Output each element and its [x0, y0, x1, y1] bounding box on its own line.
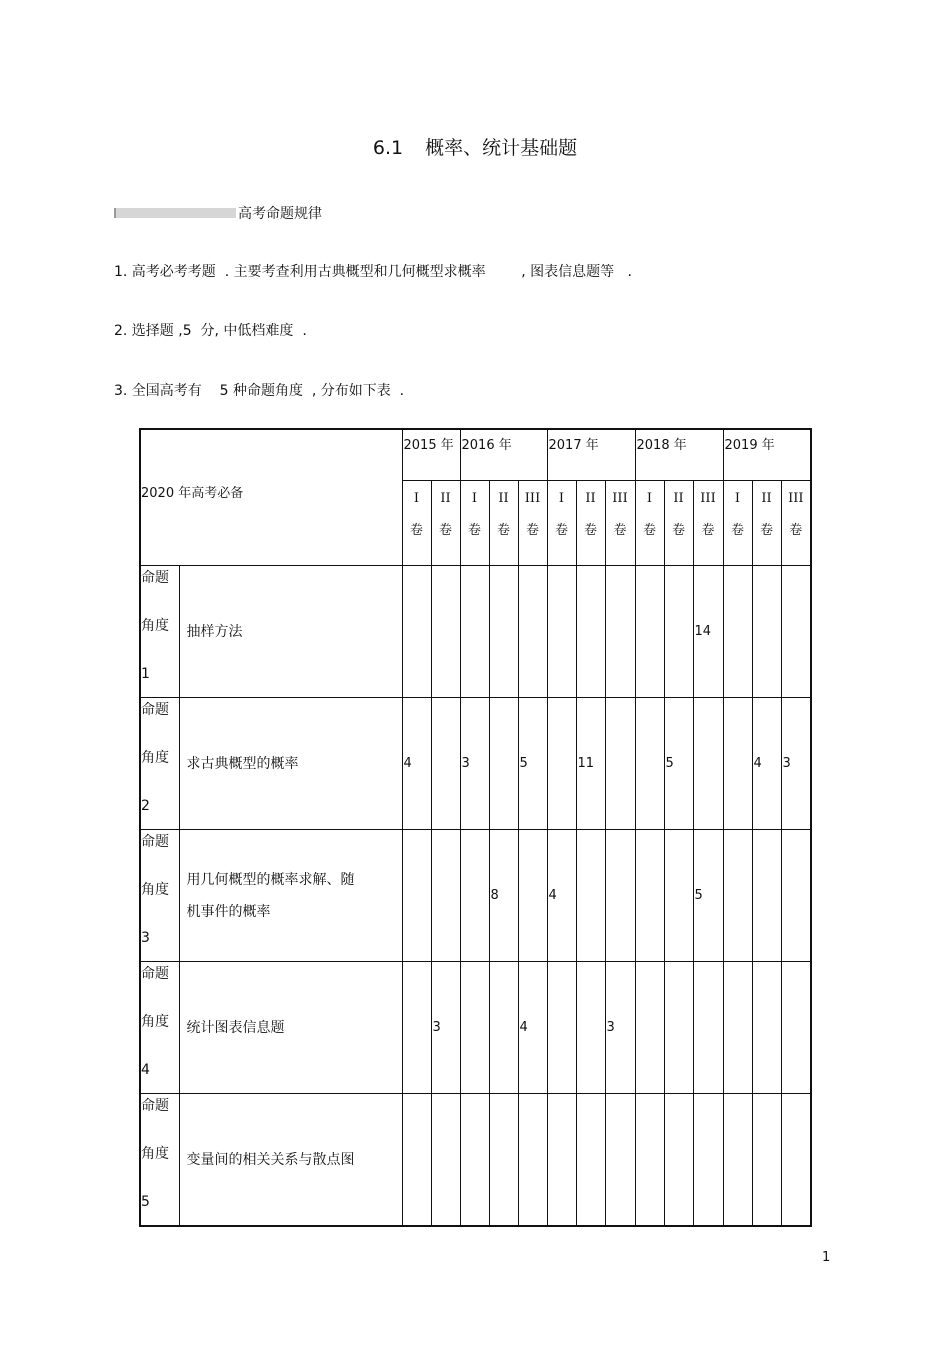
- year-header-2019: 2019 年: [723, 429, 811, 481]
- question-number-cell: 3: [460, 698, 489, 830]
- question-number-cell: [576, 1094, 605, 1227]
- volume-header-cell: [460, 481, 489, 566]
- question-number-cell: [605, 830, 635, 962]
- volume-numeral: III: [524, 491, 541, 506]
- question-number-cell: 14: [693, 566, 723, 698]
- question-number-cell: [635, 698, 664, 830]
- question-number-cell: [576, 962, 605, 1094]
- volume-label: 卷: [496, 523, 510, 538]
- volume-header-cell: [547, 481, 576, 566]
- volume-numeral: I: [471, 491, 478, 506]
- table-row: [140, 1094, 811, 1227]
- question-number-cell: 4: [518, 962, 547, 1094]
- question-number-cell: [605, 698, 635, 830]
- volume-header-cell: [781, 481, 811, 566]
- row-topic: [179, 962, 402, 1094]
- row-header-line: 4: [141, 1062, 150, 1078]
- question-number-cell: [431, 1094, 460, 1227]
- row-topic: [179, 566, 402, 698]
- question-number-cell: [547, 1094, 576, 1227]
- volume-label: 卷: [789, 523, 803, 538]
- question-number-cell: 11: [576, 698, 605, 830]
- question-number-cell: 3: [431, 962, 460, 1094]
- volume-label: 卷: [525, 523, 539, 538]
- row-topic: [179, 830, 402, 962]
- row-topic-line: 抽样方法: [186, 623, 243, 640]
- row-header-line: 1: [141, 666, 150, 682]
- question-number-cell: 5: [518, 698, 547, 830]
- table-corner: 2020 年高考必备: [140, 429, 402, 566]
- row-header: [140, 830, 179, 962]
- question-number-cell: [723, 962, 752, 1094]
- question-number-cell: [547, 566, 576, 698]
- volume-numeral: II: [440, 491, 451, 506]
- question-number-cell: 4: [752, 698, 781, 830]
- volume-label: 卷: [613, 523, 627, 538]
- question-number-cell: [402, 830, 431, 962]
- row-header-line: 命题: [141, 966, 169, 982]
- row-header-line: 3: [141, 930, 150, 946]
- year-header-2016: 2016 年: [460, 429, 547, 481]
- question-number-cell: [605, 566, 635, 698]
- volume-label: 卷: [642, 523, 656, 538]
- heading-bar: [114, 208, 236, 218]
- question-number-cell: [489, 1094, 518, 1227]
- section-number: 6.1: [372, 137, 404, 159]
- volume-header-cell: [723, 481, 752, 566]
- question-number-cell: [635, 566, 664, 698]
- question-number-cell: [752, 1094, 781, 1227]
- question-number-cell: [402, 566, 431, 698]
- question-number-cell: [635, 830, 664, 962]
- question-number-cell: [460, 566, 489, 698]
- question-number-cell: [752, 830, 781, 962]
- row-header-line: 角度: [141, 1146, 169, 1162]
- question-number-cell: [664, 830, 693, 962]
- volume-header-cell: [664, 481, 693, 566]
- row-topic-line: 用几何概型的概率求解、随: [186, 871, 355, 888]
- row-header-line: 角度: [141, 750, 169, 766]
- question-number-cell: [693, 1094, 723, 1227]
- paragraph-2: 2. 选择题 ,5 分, 中低档难度 .: [114, 323, 307, 339]
- row-header-line: 命题: [141, 1098, 169, 1114]
- question-number-cell: 4: [402, 698, 431, 830]
- question-number-cell: [664, 566, 693, 698]
- paragraph-1: 1. 高考必考考题 . 主要考查利用古典概型和几何概型求概率 , 图表信息题等 .: [114, 264, 632, 280]
- volume-header-cell: [693, 481, 723, 566]
- volume-numeral: I: [646, 491, 653, 506]
- question-number-cell: [723, 1094, 752, 1227]
- question-number-cell: [402, 962, 431, 1094]
- row-header-line: 角度: [141, 618, 169, 634]
- distribution-table: [139, 428, 812, 1227]
- year-header-2018: 2018 年: [635, 429, 723, 481]
- volume-header-cell: [431, 481, 460, 566]
- question-number-cell: 5: [664, 698, 693, 830]
- question-number-cell: [635, 1094, 664, 1227]
- volume-header-cell: [518, 481, 547, 566]
- volume-numeral: III: [788, 491, 804, 506]
- table-row: [140, 962, 811, 1094]
- question-number-cell: [723, 830, 752, 962]
- question-number-cell: [664, 962, 693, 1094]
- question-number-cell: [781, 962, 811, 1094]
- row-topic-line: 机事件的概率: [186, 903, 271, 920]
- question-number-cell: [518, 566, 547, 698]
- question-number-cell: [693, 962, 723, 1094]
- question-number-cell: [518, 830, 547, 962]
- row-header: [140, 962, 179, 1094]
- year-header-2017: 2017 年: [547, 429, 635, 481]
- volume-numeral: I: [734, 491, 741, 506]
- question-number-cell: [431, 566, 460, 698]
- question-number-cell: [605, 1094, 635, 1227]
- question-number-cell: [576, 830, 605, 962]
- volume-numeral: I: [413, 491, 420, 506]
- row-header: [140, 1094, 179, 1227]
- volume-label: 卷: [759, 523, 773, 538]
- question-number-cell: [693, 698, 723, 830]
- volume-label: 卷: [467, 523, 481, 538]
- question-number-cell: [752, 566, 781, 698]
- volume-numeral: II: [673, 491, 684, 506]
- row-header-line: 2: [141, 798, 150, 814]
- question-number-cell: [431, 830, 460, 962]
- question-number-cell: 5: [693, 830, 723, 962]
- volume-numeral: III: [612, 491, 628, 506]
- volume-label: 卷: [701, 523, 715, 538]
- row-topic: [179, 1094, 402, 1227]
- section-heading: [114, 203, 322, 223]
- volume-numeral: I: [558, 491, 565, 506]
- volume-numeral: II: [761, 491, 772, 506]
- question-number-cell: [489, 698, 518, 830]
- question-number-cell: [518, 1094, 547, 1227]
- page-title: [0, 133, 950, 160]
- year-header-row: [140, 429, 811, 481]
- volume-header-cell: [489, 481, 518, 566]
- year-header-2015: 2015 年: [402, 429, 460, 481]
- row-header-line: 命题: [141, 834, 169, 850]
- row-header-line: 命题: [141, 570, 169, 586]
- volume-label: 卷: [671, 523, 685, 538]
- volume-header-cell: [752, 481, 781, 566]
- paragraph-3: 3. 全国高考有 5 种命题角度 , 分布如下表 .: [114, 383, 405, 399]
- row-header-line: 5: [141, 1194, 150, 1210]
- row-header: [140, 566, 179, 698]
- volume-label: 卷: [554, 523, 568, 538]
- row-header-line: 命题: [141, 702, 169, 718]
- volume-header-cell: [402, 481, 431, 566]
- volume-numeral: II: [585, 491, 596, 506]
- question-number-cell: [635, 962, 664, 1094]
- table-row: [140, 698, 811, 830]
- question-number-cell: [547, 698, 576, 830]
- question-number-cell: [431, 698, 460, 830]
- question-number-cell: 3: [781, 698, 811, 830]
- volume-numeral: II: [498, 491, 509, 506]
- volume-numeral: III: [700, 491, 716, 506]
- question-number-cell: 8: [489, 830, 518, 962]
- question-number-cell: [781, 830, 811, 962]
- question-number-cell: 3: [605, 962, 635, 1094]
- question-number-cell: [460, 1094, 489, 1227]
- row-topic-line: 求古典概型的概率: [186, 755, 299, 772]
- page-number: 1: [822, 1250, 831, 1265]
- volume-header-cell: [576, 481, 605, 566]
- volume-label: 卷: [730, 523, 744, 538]
- row-header: [140, 698, 179, 830]
- row-topic: [179, 698, 402, 830]
- question-number-cell: 4: [547, 830, 576, 962]
- question-number-cell: [664, 1094, 693, 1227]
- table-row: [140, 830, 811, 962]
- volume-label: 卷: [438, 523, 452, 538]
- table-row: [140, 566, 811, 698]
- row-header-line: 角度: [141, 1014, 169, 1030]
- question-number-cell: [489, 566, 518, 698]
- question-number-cell: [723, 566, 752, 698]
- question-number-cell: [752, 962, 781, 1094]
- volume-label: 卷: [409, 523, 423, 538]
- question-number-cell: [781, 566, 811, 698]
- row-topic-line: 变量间的相关关系与散点图: [186, 1151, 355, 1168]
- question-number-cell: [723, 698, 752, 830]
- row-header-line: 角度: [141, 882, 169, 898]
- question-number-cell: [576, 566, 605, 698]
- question-number-cell: [460, 830, 489, 962]
- question-number-cell: [402, 1094, 431, 1227]
- question-number-cell: [547, 962, 576, 1094]
- question-number-cell: [781, 1094, 811, 1227]
- volume-label: 卷: [583, 523, 597, 538]
- question-number-cell: [489, 962, 518, 1094]
- question-number-cell: [460, 962, 489, 1094]
- volume-header-cell: [635, 481, 664, 566]
- section-heading-text: 高考命题规律: [238, 206, 322, 222]
- title-text: 概率、统计基础题: [425, 137, 578, 159]
- volume-header-cell: [605, 481, 635, 566]
- row-topic-line: 统计图表信息题: [186, 1019, 285, 1036]
